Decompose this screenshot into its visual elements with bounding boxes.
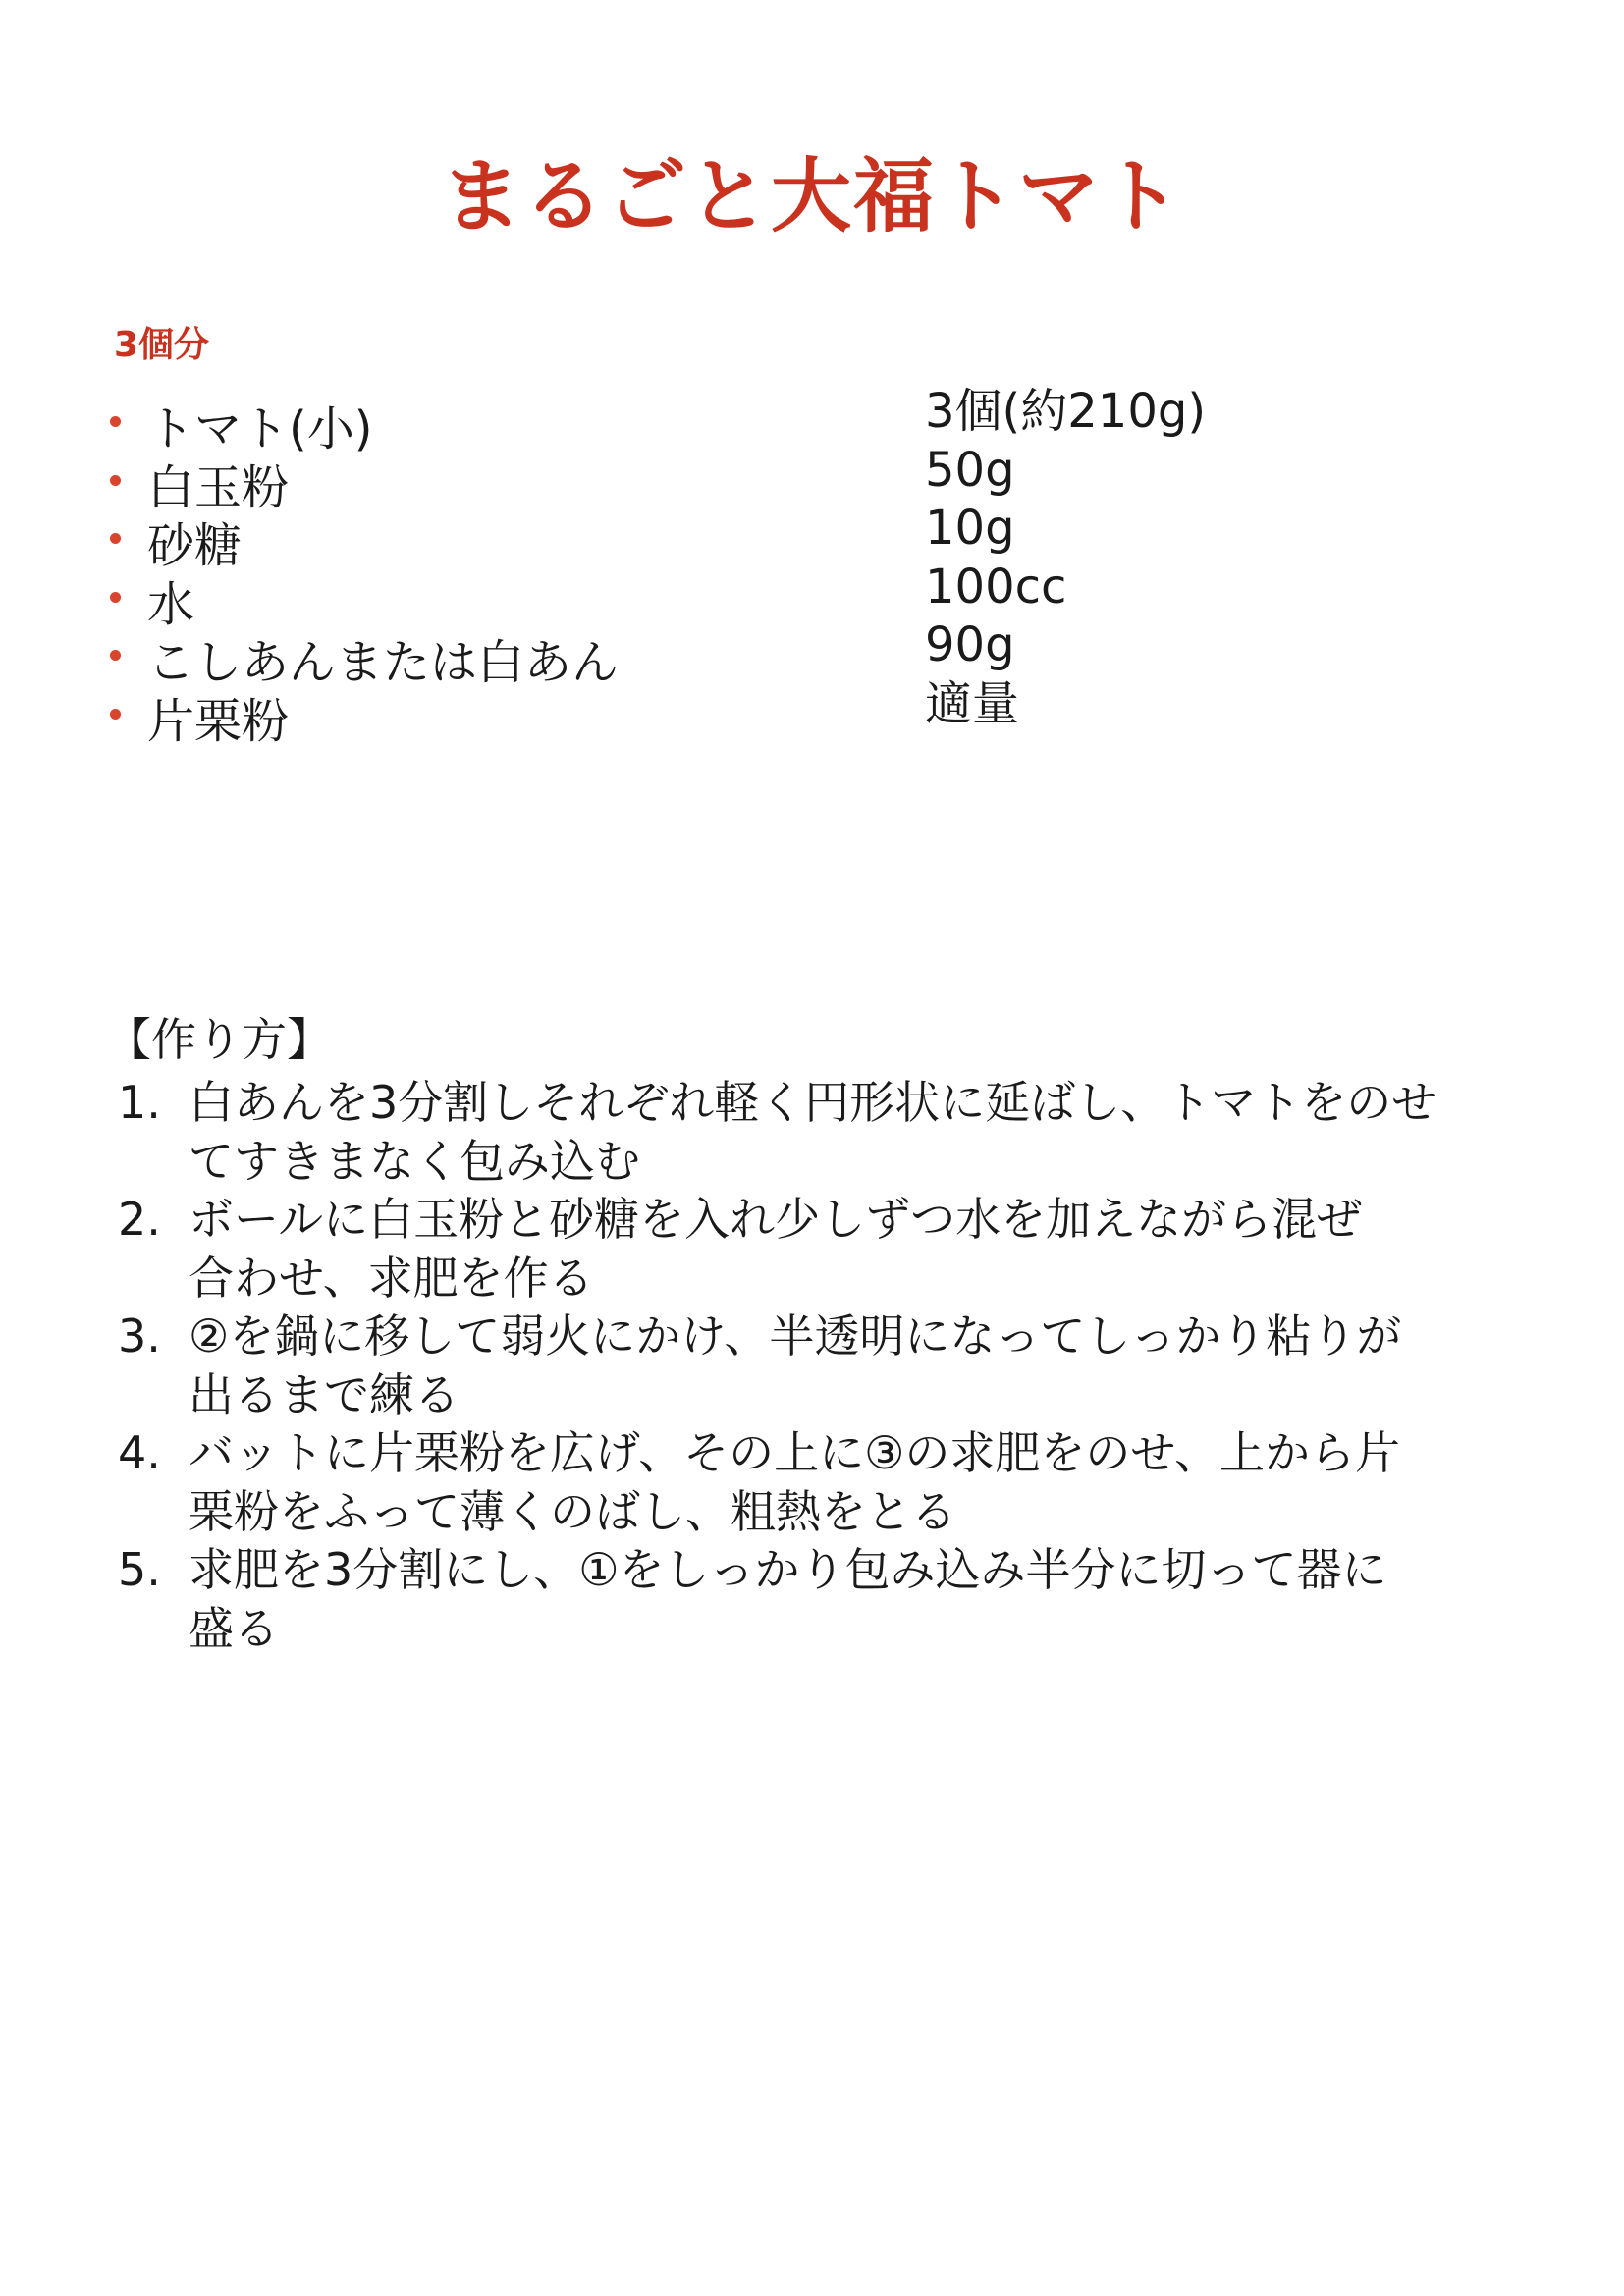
ingredient-amount: 50g [925,442,1015,498]
bullet-dot-icon [110,416,121,427]
step-text-line: ②を鍋に移して弱火にかけ、半透明になってしっかり粘りが [189,1309,1402,1362]
bullet-dot-icon [110,709,121,720]
bullet-dot-icon [110,592,121,603]
ingredient-name: 砂糖 [147,518,243,573]
step-text-line: 白あんを3分割しそれぞれ軽く円形状に延ばし、トマトをのせ [189,1076,1437,1129]
method-step [118,1308,1492,1424]
step-text-line: 合わせ、求肥を作る [189,1251,594,1305]
ingredient-item [110,559,1386,632]
step-text-line: 出るまで練る [189,1367,460,1421]
step-text-line: バットに片栗粉を広げ、その上に③の求肥をのせ、上から片 [189,1426,1401,1479]
ingredient-item [110,675,1386,749]
step-number: 5. [118,1543,161,1596]
step-text-line: 盛る [189,1601,279,1655]
step-text-line: てすきまなく包み込む [189,1134,640,1188]
method-step [118,1541,1492,1658]
bullet-dot-icon [110,650,121,661]
step-number: 1. [118,1076,161,1129]
step-text-line: ボールに白玉粉と砂糖を入れ少しずつ水を加えながら混ぜ [189,1193,1363,1246]
step-number: 3. [118,1309,161,1362]
ingredient-list [110,384,1386,749]
ingredient-name: 片栗粉 [147,693,290,749]
ingredient-item [110,501,1386,573]
step-number: 2. [118,1193,161,1246]
ingredient-amount: 100cc [925,559,1067,614]
ingredient-name: こしあんまたは白あん [147,635,620,690]
step-text-line: 求肥を3分割にし、①をしっかり包み込み半分に切って器に [189,1543,1387,1596]
ingredient-amount: 90g [925,617,1015,672]
ingredient-name: 白玉粉 [147,459,290,515]
step-text-line: 栗粉をふって薄くのばし、粗熱をとる [189,1484,956,1538]
step-number: 4. [118,1426,161,1479]
method-step [118,1191,1492,1308]
method-heading: 【作り方】 [106,1013,332,1066]
bullet-dot-icon [110,475,121,486]
ingredient-amount: 10g [925,501,1015,556]
ingredient-item [110,442,1386,515]
ingredient-name: トマト(小) [147,401,373,456]
ingredient-amount: 適量 [925,675,1020,731]
method-step [118,1074,1492,1191]
servings-label: 3個分 [114,325,210,365]
ingredient-name: 水 [147,576,195,632]
method-step [118,1424,1492,1541]
bullet-dot-icon [110,533,121,544]
ingredient-item [110,384,1386,456]
method-steps [118,1074,1492,1658]
ingredient-item [110,617,1386,690]
ingredient-amount: 3個(約210g) [925,384,1207,439]
recipe-title: まるごと大福トマト [440,150,1183,243]
